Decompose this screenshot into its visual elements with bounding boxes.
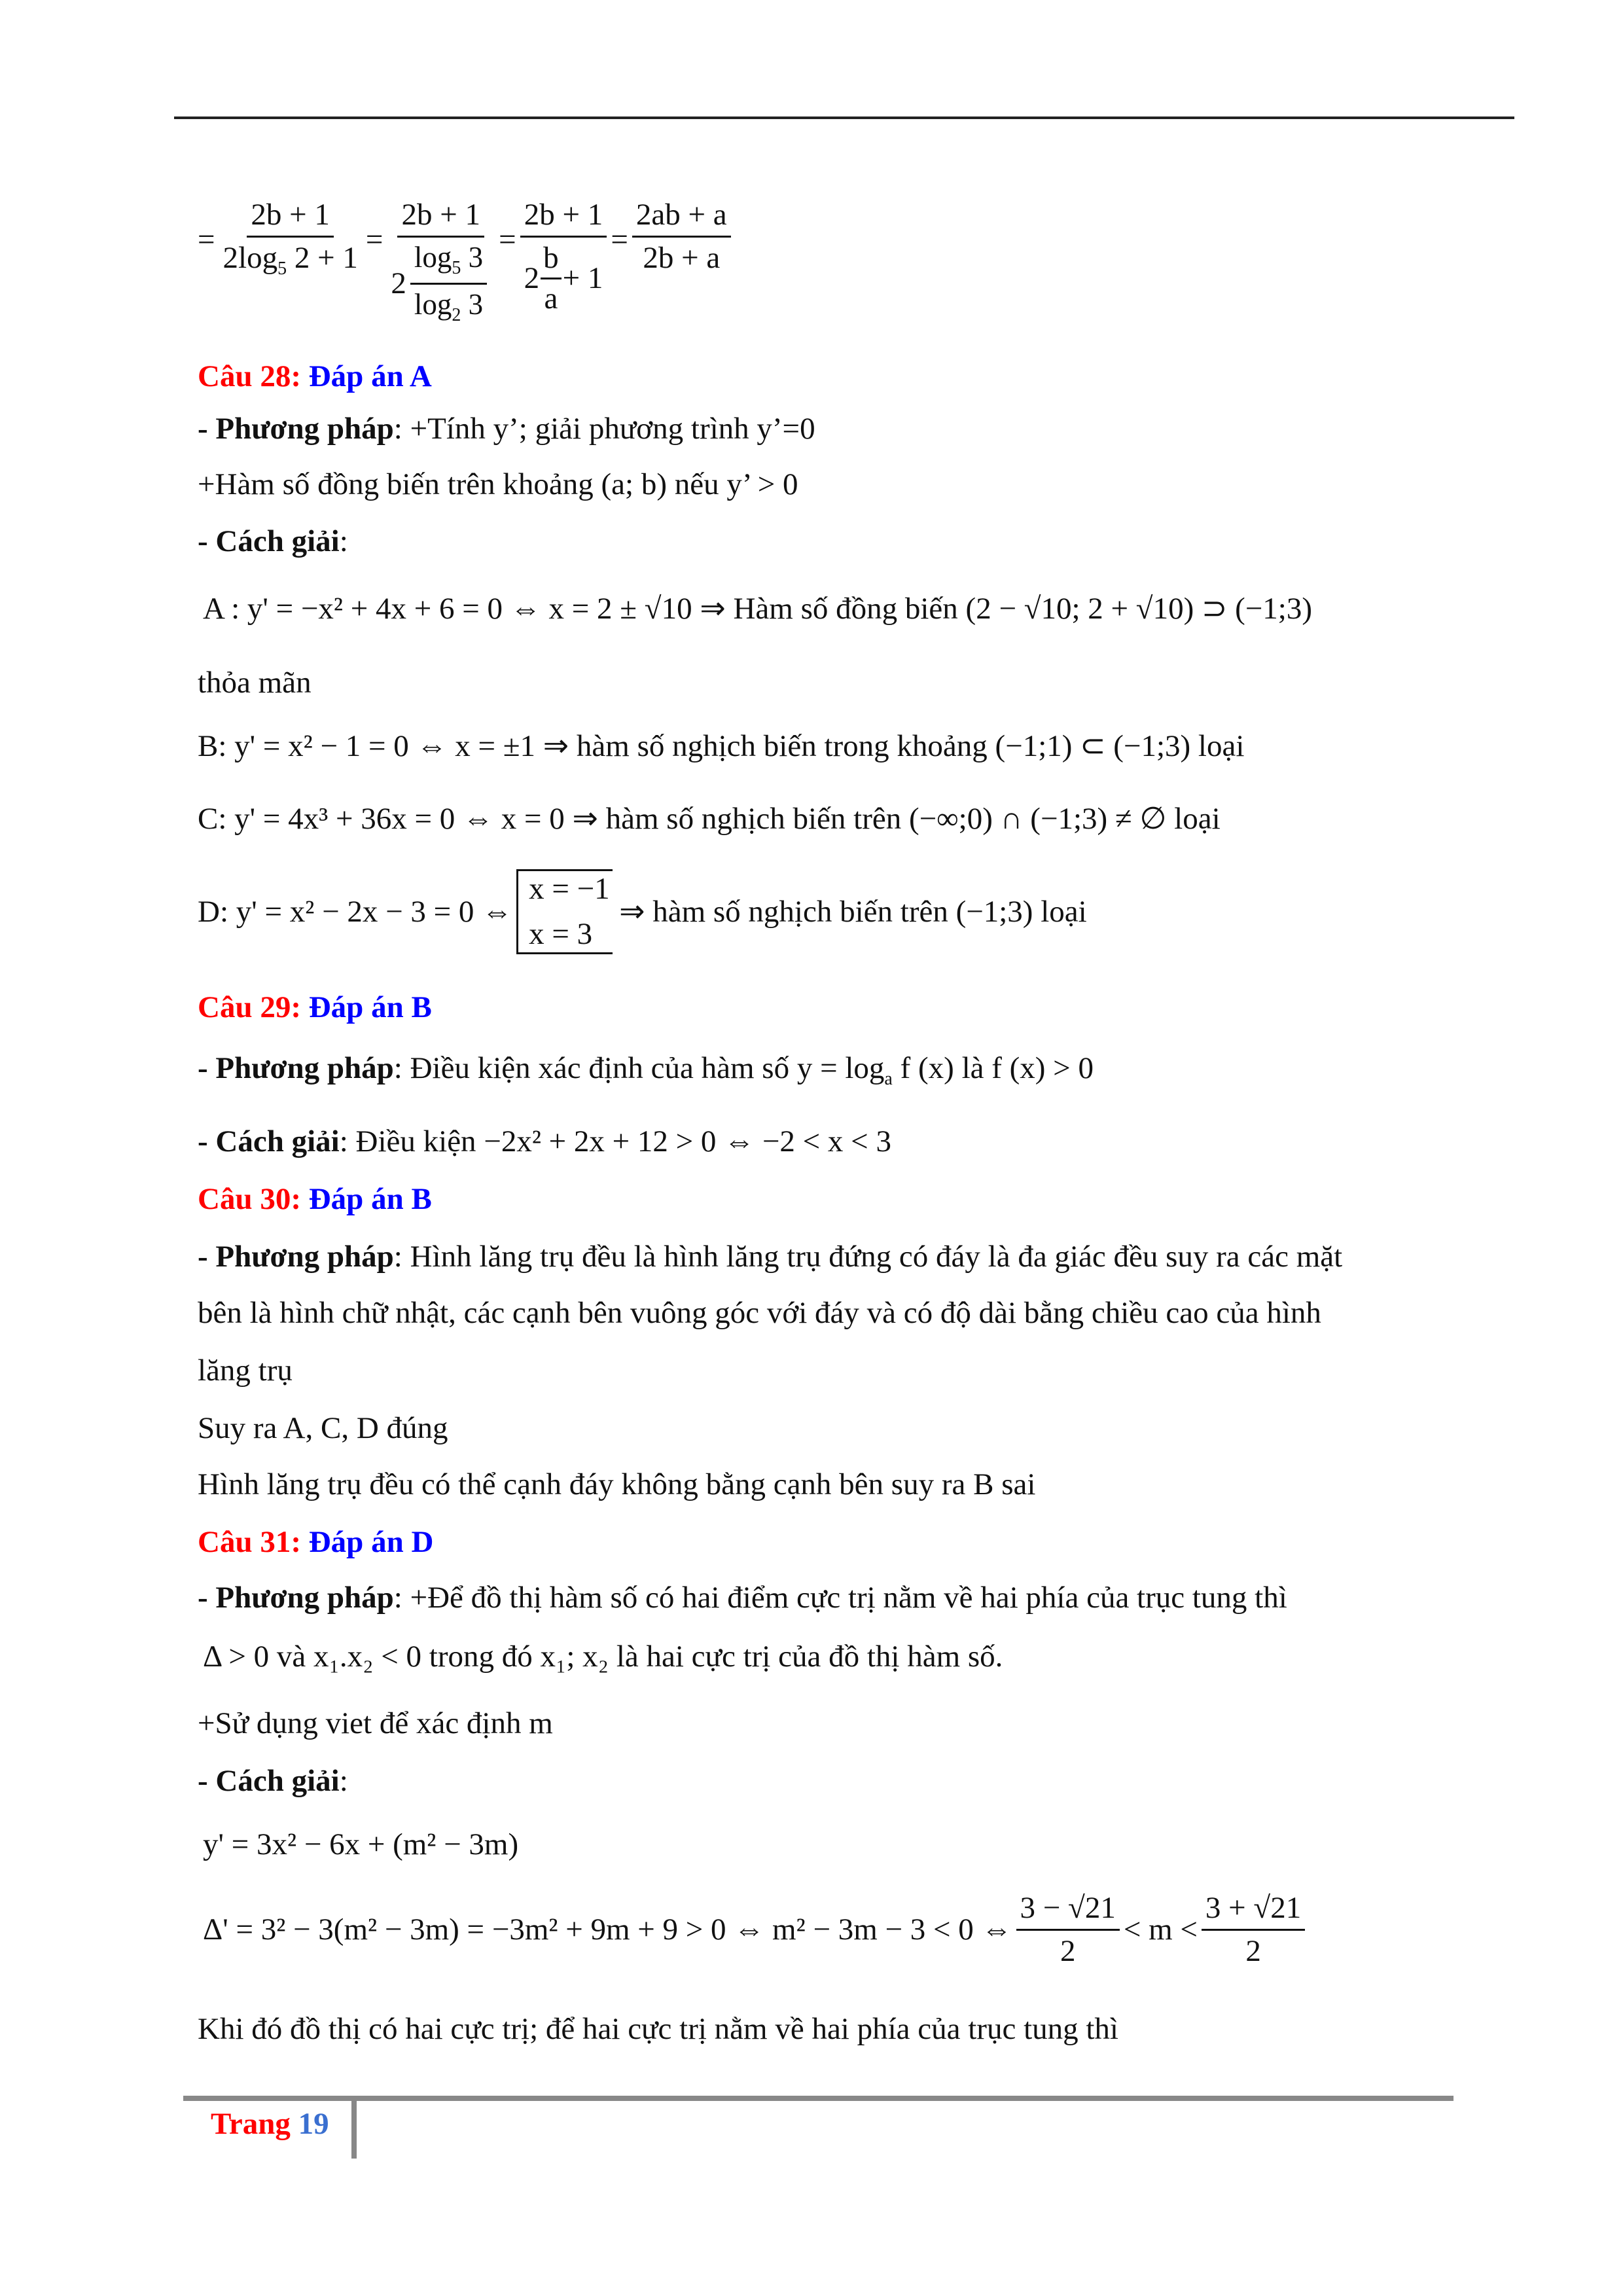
numerator: b <box>541 243 562 279</box>
numerator <box>410 243 487 285</box>
answer-label: Đáp án D <box>308 1525 434 1559</box>
text: 2 <box>391 266 406 300</box>
method-label: - Phương pháp <box>198 1581 394 1615</box>
case-bracket <box>516 869 613 954</box>
q28-option-d <box>198 869 1087 954</box>
footer-divider <box>351 2097 357 2159</box>
question-number: Câu 28: <box>198 359 301 393</box>
text: < m < <box>1123 1912 1198 1946</box>
denominator <box>219 238 362 278</box>
q31-derivative: y' = 3x² − 6x + (m² − 3m) <box>203 1827 519 1861</box>
q29-solution <box>198 1126 891 1157</box>
header-rule <box>174 117 1514 119</box>
inner-fraction <box>410 243 487 325</box>
q31-heading <box>198 1527 433 1558</box>
q28-heading <box>198 361 432 392</box>
q30-conclusion-1: Suy ra A, C, D đúng <box>198 1411 448 1445</box>
q28-option-b: B: y' = x² − 1 = 0 ⇔ x = ±1 ⇒ hàm số nghịch biến trong khoảng (−1;1) ⊂ (−1;3) loại <box>198 729 1245 763</box>
q28-option-c: C: y' = 4x³ + 36x = 0 ⇔ x = 0 ⇒ hàm số nghịch biến trên (−∞;0) ∩ (−1;3) ≠ ∅ loại <box>198 802 1221 836</box>
q31-viet: +Sử dụng viet để xác định m <box>198 1706 553 1740</box>
case: x = −1 <box>529 872 610 906</box>
colon: : <box>339 1764 348 1798</box>
subscript: 2 <box>452 305 461 325</box>
q31-solution-label <box>198 1766 348 1797</box>
fraction-3 <box>520 200 607 314</box>
numerator: 2b + 1 <box>397 200 484 238</box>
text: 3 <box>461 288 484 321</box>
fraction <box>1016 1893 1120 1967</box>
numerator: 3 + √21 <box>1202 1893 1305 1931</box>
page-number <box>211 2106 329 2142</box>
subscript: 5 <box>452 258 461 278</box>
method-label: - Phương pháp <box>198 1240 394 1274</box>
question-number: Câu 31: <box>198 1525 301 1559</box>
denominator: 2b + a <box>643 241 721 275</box>
q29-method <box>198 1053 1094 1088</box>
numerator: 3 − √21 <box>1016 1893 1120 1931</box>
fraction <box>1202 1893 1305 1967</box>
colon: : <box>339 524 348 558</box>
solution-label: - Cách giải <box>198 524 340 558</box>
answer-label: Đáp án B <box>308 1182 432 1216</box>
text: 3 <box>461 241 484 274</box>
q28-option-a: A : y' = −x² + 4x + 6 = 0 ⇔ x = 2 ± √10 ⇒ Hàm số đồng biến (2 − √10; 2 + √10) ⊃ (−1;3) <box>203 592 1313 626</box>
q31-delta <box>203 1893 1309 1967</box>
subscript: 5 <box>277 259 287 279</box>
method-text: : +Tính y’; giải phương trình y’=0 <box>393 412 815 446</box>
fraction-4 <box>632 200 731 274</box>
denominator <box>410 285 487 325</box>
denominator <box>387 238 495 325</box>
text: 2 <box>524 261 540 295</box>
method-text: : Hình lăng trụ đều là hình lăng trụ đứng có đáy là đa giác đều suy ra các mặt <box>393 1240 1343 1274</box>
method-text: f (x) là f (x) > 0 <box>892 1051 1094 1085</box>
denominator: a <box>544 281 558 315</box>
page-label: Trang <box>211 2107 291 2141</box>
q31-method-line2: Δ > 0 và x₁.x₂ < 0 trong đó x₁; x₂ là hai cực trị của đồ thị hàm số. <box>203 1640 1003 1674</box>
q28-rule: +Hàm số đồng biến trên khoảng (a; b) nếu y’ > 0 <box>198 467 798 501</box>
q30-method-line2: bên là hình chữ nhật, các cạnh bên vuông góc với đáy và có độ dài bằng chiều cao của hình <box>198 1296 1321 1330</box>
numerator: 2b + 1 <box>247 200 334 238</box>
text: D: y' = x² − 2x − 3 = 0 ⇔ <box>198 894 513 929</box>
text: ⇒ hàm số nghịch biến trên (−1;3) loại <box>619 894 1087 929</box>
question-number: Câu 30: <box>198 1182 301 1216</box>
question-number: Câu 29: <box>198 990 301 1024</box>
q30-conclusion-2: Hình lăng trụ đều có thể cạnh đáy không bằng cạnh bên suy ra B sai <box>198 1467 1036 1501</box>
solution-label: - Cách giải <box>198 1764 340 1798</box>
q29-heading <box>198 992 432 1023</box>
q30-heading <box>198 1184 432 1215</box>
solution-text: : Điều kiện −2x² + 2x + 12 > 0 ⇔ −2 < x < 3 <box>339 1124 891 1158</box>
q28-option-a-result: thỏa mãn <box>198 666 312 700</box>
method-text: : +Để đồ thị hàm số có hai điểm cực trị nằm về hai phía của trục tung thì <box>393 1581 1287 1615</box>
footer-rule <box>183 2096 1454 2101</box>
numerator: 2b + 1 <box>520 200 607 238</box>
fraction-1 <box>219 200 362 278</box>
q30-method <box>198 1242 1342 1272</box>
equals: = <box>365 223 383 257</box>
text: 2 + 1 <box>287 241 358 275</box>
equals: = <box>611 223 628 257</box>
q28-solution-label <box>198 526 348 557</box>
q31-last-line: Khi đó đồ thị có hai cực trị; để hai cực trị nằm về hai phía của trục tung thì <box>198 2012 1118 2046</box>
solution-label: - Cách giải <box>198 1124 340 1158</box>
text: 2log <box>223 241 278 275</box>
method-label: - Phương pháp <box>198 1051 394 1085</box>
page-value: 19 <box>298 2107 329 2141</box>
text: log <box>414 288 452 321</box>
text: log <box>414 241 452 274</box>
numerator: 2ab + a <box>632 200 731 238</box>
method-text: : Điều kiện xác định của hàm số y = log <box>393 1051 885 1085</box>
denominator: 2 <box>1245 1934 1261 1968</box>
answer-label: Đáp án A <box>308 359 432 393</box>
q28-method <box>198 414 815 444</box>
fraction-2 <box>387 200 495 325</box>
text: Δ' = 3² − 3(m² − 3m) = −3m² + 9m + 9 > 0 ⇔ m² − 3m − 3 < 0 ⇔ <box>203 1912 1012 1946</box>
equation-chain <box>198 200 735 325</box>
denominator <box>520 238 607 314</box>
method-label: - Phương pháp <box>198 412 394 446</box>
equals: = <box>198 223 215 257</box>
denominator: 2 <box>1060 1934 1076 1968</box>
answer-label: Đáp án B <box>308 990 432 1024</box>
text: + 1 <box>562 261 603 295</box>
inner-fraction <box>541 243 562 314</box>
subscript: a <box>884 1069 893 1089</box>
q30-method-line3: lăng trụ <box>198 1354 293 1388</box>
case: x = 3 <box>529 917 593 951</box>
q31-method <box>198 1583 1287 1613</box>
equals: = <box>499 223 516 257</box>
